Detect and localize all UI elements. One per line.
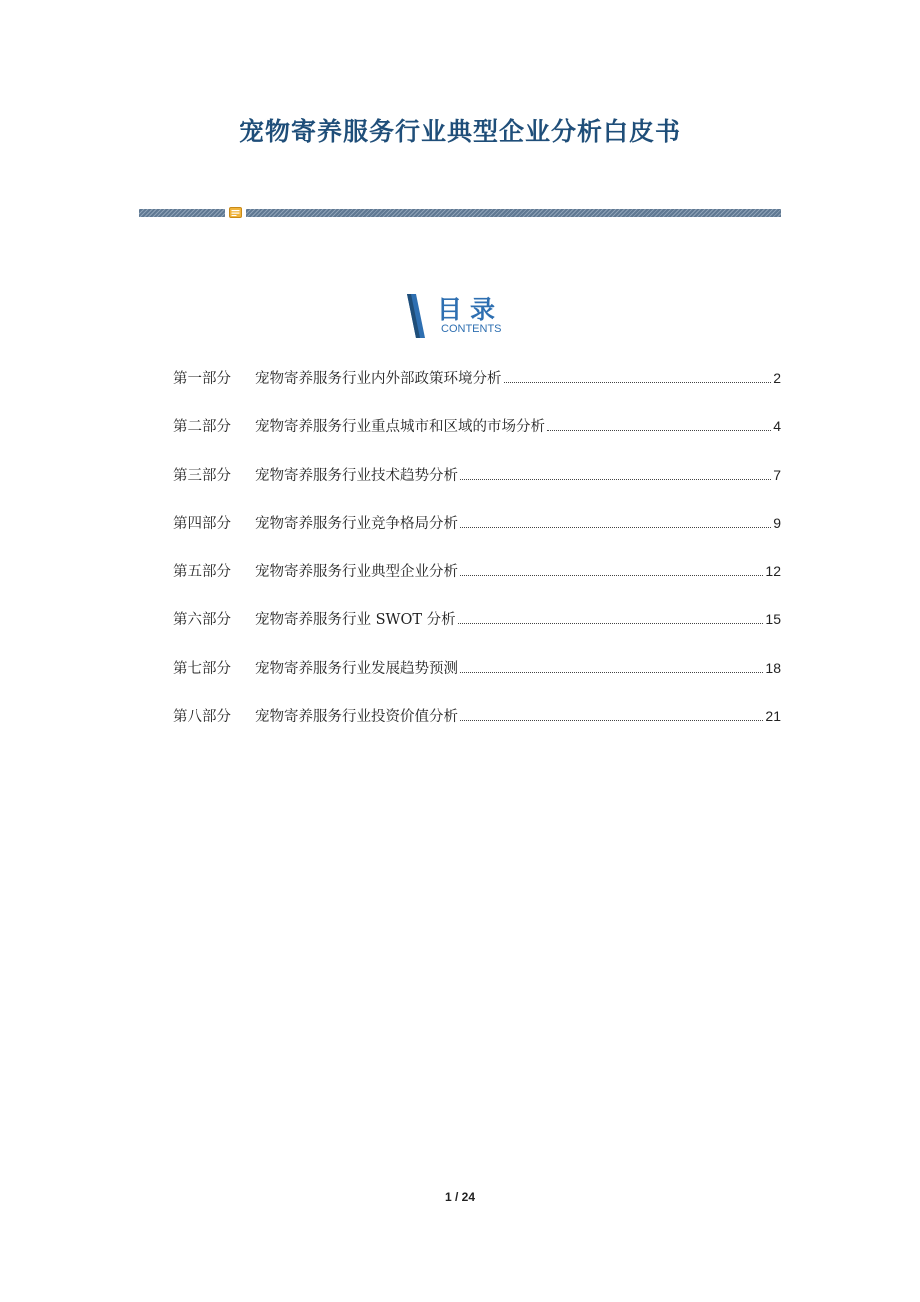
toc-entry-6[interactable]	[173, 608, 781, 656]
toc-entry-text: 宠物寄养服务行业 SWOT 分析	[255, 612, 456, 629]
toc-entry-part: 第四部分	[173, 515, 231, 532]
toc-entry-4[interactable]	[173, 512, 781, 560]
toc-entry-page: 15	[765, 611, 781, 628]
toc-entry-page: 7	[773, 466, 781, 483]
toc-entry-part: 第六部分	[173, 612, 231, 629]
toc-dot-leader	[460, 465, 771, 480]
title-divider-left	[139, 209, 225, 217]
toc-list	[173, 367, 781, 753]
toc-entry-text: 宠物寄养服务行业内外部政策环境分析	[255, 371, 502, 387]
toc-dot-leader	[460, 706, 763, 721]
toc-entry-part: 第七部分	[173, 660, 231, 677]
toc-dot-leader	[460, 513, 771, 528]
toc-entry-page: 12	[765, 563, 781, 580]
toc-header	[405, 292, 525, 342]
toc-entry-part: 第八部分	[173, 709, 231, 726]
toc-dot-leader	[460, 561, 763, 576]
toc-entry-text: 宠物寄养服务行业投资价值分析	[255, 709, 458, 726]
toc-entry-3[interactable]	[173, 464, 781, 512]
toc-dot-leader	[504, 368, 772, 383]
toc-entry-text: 宠物寄养服务行业典型企业分析	[255, 564, 458, 581]
toc-heading: 目录	[437, 295, 504, 324]
toc-entry-text: 宠物寄养服务行业重点城市和区域的市场分析	[255, 419, 545, 436]
toc-entry-part: 第二部分	[173, 419, 231, 436]
toc-entry-part: 第三部分	[173, 467, 231, 484]
book-badge-icon	[229, 207, 242, 218]
toc-entry-1[interactable]	[173, 367, 781, 415]
toc-dot-leader	[458, 610, 764, 625]
toc-entry-text: 宠物寄养服务行业竞争格局分析	[255, 515, 458, 532]
toc-entry-text: 宠物寄养服务行业发展趋势预测	[255, 660, 458, 677]
toc-entry-5[interactable]	[173, 560, 781, 608]
toc-entry-8[interactable]	[173, 705, 781, 753]
toc-entry-page: 21	[765, 708, 781, 725]
page-number: 1 / 24	[444, 1190, 476, 1204]
title-divider-right	[246, 209, 781, 217]
toc-dot-leader	[460, 658, 763, 673]
toc-entry-page: 18	[765, 659, 781, 676]
toc-entry-page: 9	[773, 514, 781, 531]
toc-entry-2[interactable]	[173, 415, 781, 463]
toc-entry-page: 2	[773, 370, 781, 386]
toc-entry-part: 第五部分	[173, 564, 231, 581]
toc-subheading: CONTENTS	[441, 323, 502, 335]
document-title: 宠物寄养服务行业典型企业分析白皮书	[238, 117, 681, 146]
toc-entry-page: 4	[773, 418, 781, 435]
toc-dot-leader	[547, 417, 771, 432]
toc-entry-part: 第一部分	[173, 371, 231, 387]
toc-entry-text: 宠物寄养服务行业技术趋势分析	[255, 467, 458, 484]
slash-mark-icon	[405, 294, 427, 338]
toc-entry-7[interactable]	[173, 657, 781, 705]
